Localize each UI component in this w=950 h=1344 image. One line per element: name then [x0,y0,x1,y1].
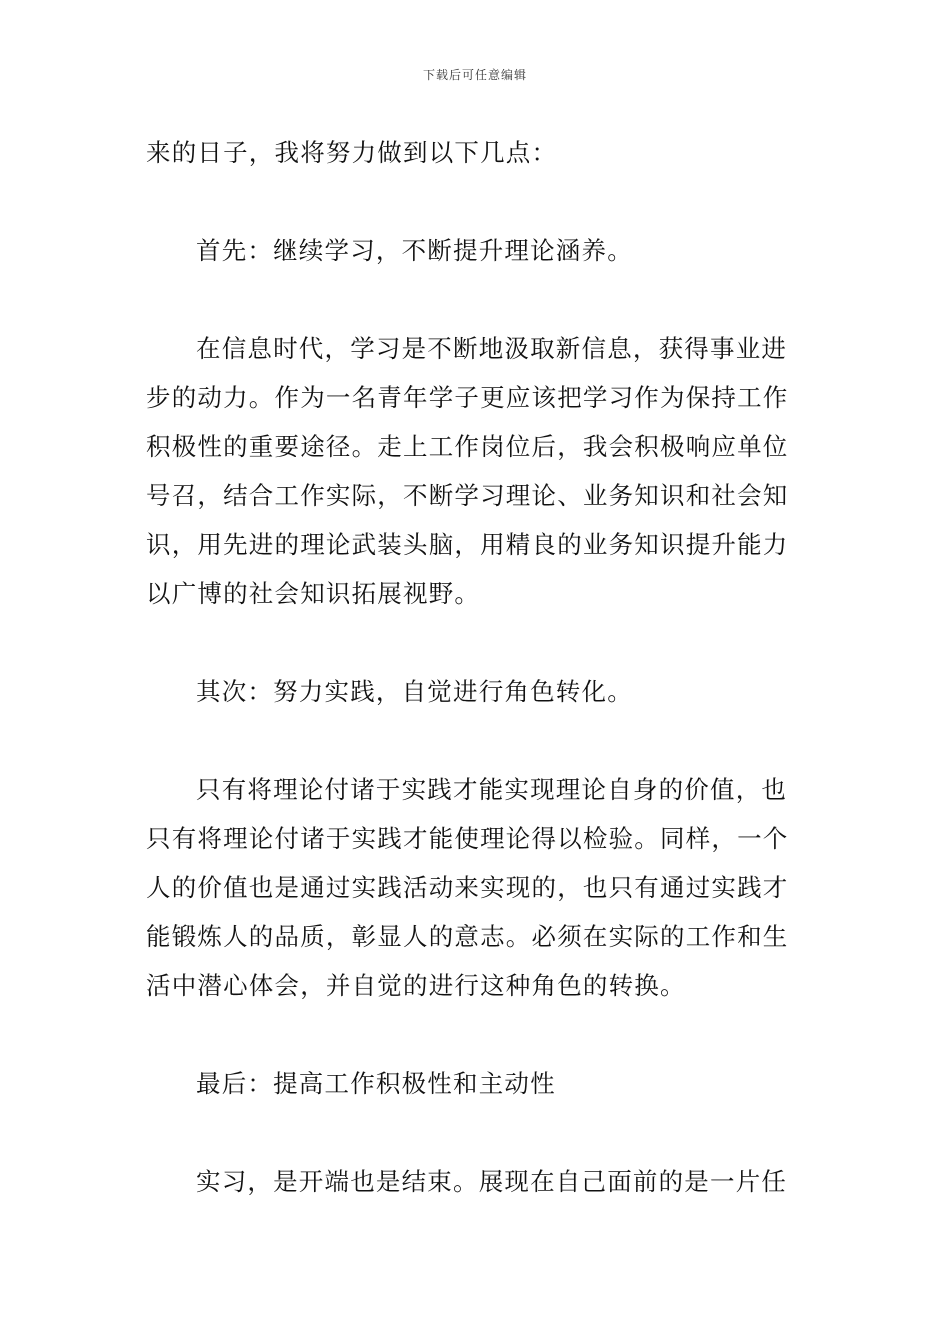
paragraph-internship [146,1157,810,1206]
text-line: 最后：提高工作积极性和主动性 [196,1069,556,1098]
page-header: 下载后可任意编辑 [422,68,527,82]
paragraph-learning [146,324,810,618]
text-line: 步的动力。作为一名青年学子更应该把学习作为保持工作 [146,383,789,412]
text-line: 只有将理论付诸于实践才能实现理论自身的价值，也 [196,775,788,804]
heading-last [146,1059,810,1108]
paragraph-practice [146,765,810,1010]
text-line: 以广博的社会知识拓展视野。 [146,579,481,608]
text-line: 识，用先进的理论武装头脑，用精良的业务知识提升能力 [146,530,789,559]
text-line: 其次：努力实践，自觉进行角色转化。 [196,677,633,706]
text-line: 在信息时代，学习是不断地汲取新信息，获得事业进 [196,334,788,363]
text-line: 人的价值也是通过实践活动来实现的，也只有通过实践才 [146,873,789,902]
text-line: 实习，是开端也是结束。展现在自己面前的是一片任 [196,1167,788,1196]
heading-second [146,667,810,716]
text-line: 号召，结合工作实际，不断学习理论、业务知识和社会知 [146,481,789,510]
text-line: 能锻炼人的品质，彰显人的意志。必须在实际的工作和生 [146,922,789,951]
paragraph-intro [146,128,810,177]
text-line: 活中潜心体会，并自觉的进行这种角色的转换。 [146,971,686,1000]
text-line: 来的日子，我将努力做到以下几点： [146,138,558,167]
text-line: 积极性的重要途径。走上工作岗位后，我会积极响应单位 [146,432,789,461]
heading-first [146,226,810,275]
text-line: 首先：继续学习，不断提升理论涵养。 [196,236,633,265]
document-body [146,128,810,1255]
text-line: 只有将理论付诸于实践才能使理论得以检验。同样，一个 [146,824,789,853]
